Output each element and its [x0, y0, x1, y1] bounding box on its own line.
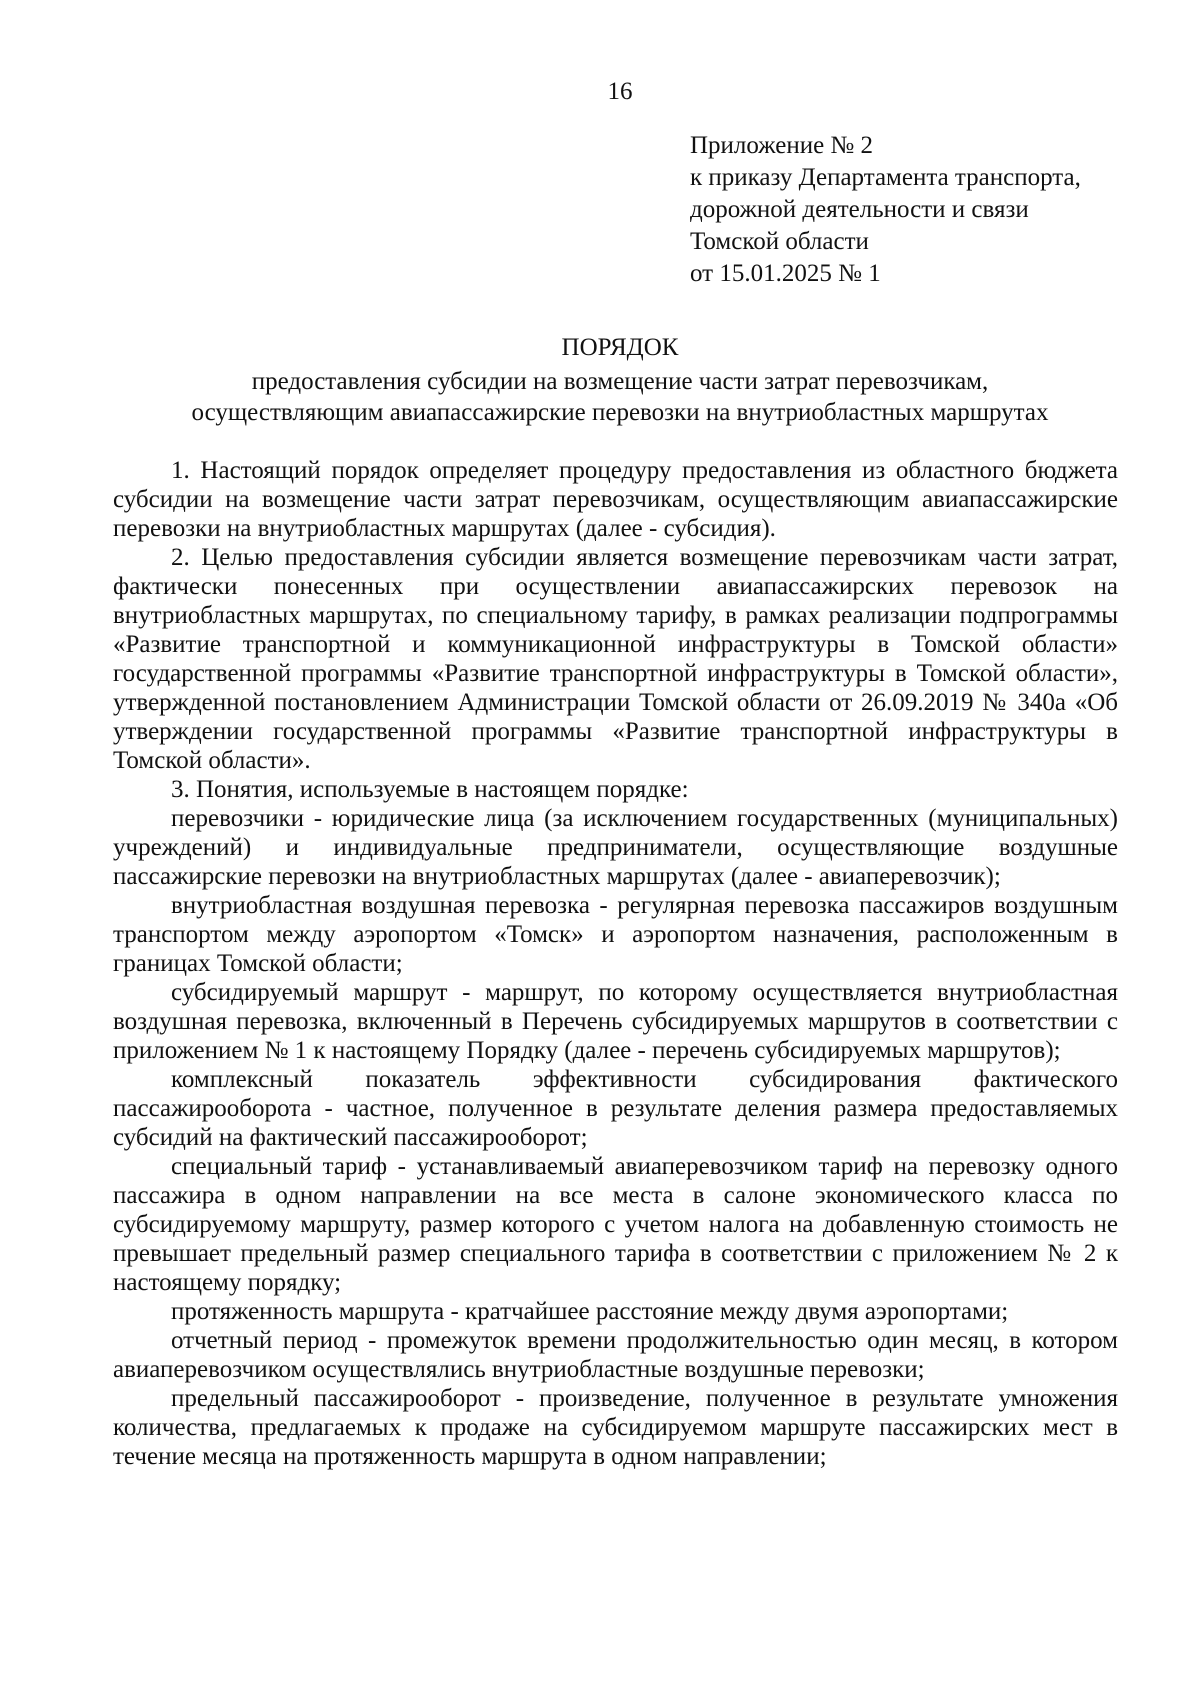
document-body	[113, 456, 1118, 1471]
paragraph: перевозчики - юридические лица (за исключением государственных (муниципальных) учреждений) и индивидуальные предприниматели, осуществляющие воздушные пассажирские перевозки на внутриобластных маршрутах (далее - авиаперевозчик);	[113, 805, 1118, 890]
paragraph: 3. Понятия, используемые в настоящем порядке:	[171, 776, 689, 803]
page-number: 16	[607, 78, 633, 105]
paragraph: 1. Настоящий порядок определяет процедуру предоставления из областного бюджета субсидии на возмещение части затрат перевозчикам, осуществляющим авиапассажирские перевозки на внутриобластных маршрутах (далее - субсидия).	[113, 457, 1118, 542]
appendix-line: к приказу Департамента транспорта,	[690, 164, 1081, 191]
appendix-line: Приложение № 2	[690, 132, 874, 159]
paragraph: внутриобластная воздушная перевозка - регулярная перевозка пассажиров воздушным транспортом между аэропортом «Томск» и аэропортом назначения, расположенным в границах Томской области;	[113, 892, 1118, 977]
document-subtitle	[60, 366, 1180, 428]
subtitle-line: осуществляющим авиапассажирские перевозки на внутриобластных маршрутах	[191, 399, 1049, 426]
paragraph: предельный пассажирооборот - произведение, полученное в результате умножения количества, предлагаемых к продаже на субсидируемом маршруте пассажирских мест в течение месяца на протяженность маршрута в одном направлении;	[113, 1385, 1118, 1470]
appendix-line: Томской области	[690, 228, 869, 255]
paragraph: отчетный период - промежуток времени продолжительностью один месяц, в котором авиаперевозчиком осуществлялись внутриобластные воздушные перевозки;	[113, 1327, 1118, 1383]
document-title: ПОРЯДОК	[561, 334, 679, 361]
appendix-line: дорожной деятельности и связи	[690, 196, 1029, 223]
appendix-line: от 15.01.2025 № 1	[690, 260, 881, 287]
paragraph: протяженность маршрута - кратчайшее расстояние между двумя аэропортами;	[171, 1298, 1009, 1325]
paragraph: 2. Целью предоставления субсидии является возмещение перевозчикам части затрат, фактически понесенных при осуществлении авиапассажирских перевозок на внутриобластных маршрутах, по специальному тарифу, в рамках реализации подпрограммы «Развитие транспортной и коммуникационной инфраструктуры в Томской области» государственной программы «Развитие транспортной инфраструктуры в Томской области», утвержденной постановлением Администрации Томской области от 26.09.2019 № 340а «Об утверждении государственной программы «Развитие транспортной инфраструктуры в Томской области».	[113, 544, 1118, 774]
paragraph: специальный тариф - устанавливаемый авиаперевозчиком тариф на перевозку одного пассажира в одном направлении на все места в салоне экономического класса по субсидируемому маршруту, размер которого с учетом налога на добавленную стоимость не превышает предельный размер специального тарифа в соответствии с приложением № 2 к настоящему порядку;	[113, 1153, 1118, 1296]
subtitle-line: предоставления субсидии на возмещение части затрат перевозчикам,	[251, 368, 989, 395]
paragraph: субсидируемый маршрут - маршрут, по которому осуществляется внутриобластная воздушная перевозка, включенный в Перечень субсидируемых маршрутов в соответствии с приложением № 1 к настоящему Порядку (далее - перечень субсидируемых маршрутов);	[113, 979, 1118, 1064]
appendix-block	[690, 130, 1081, 290]
paragraph: комплексный показатель эффективности субсидирования фактического пассажирооборота - частное, полученное в результате деления размера предоставляемых субсидий на фактический пассажирооборот;	[113, 1066, 1118, 1151]
